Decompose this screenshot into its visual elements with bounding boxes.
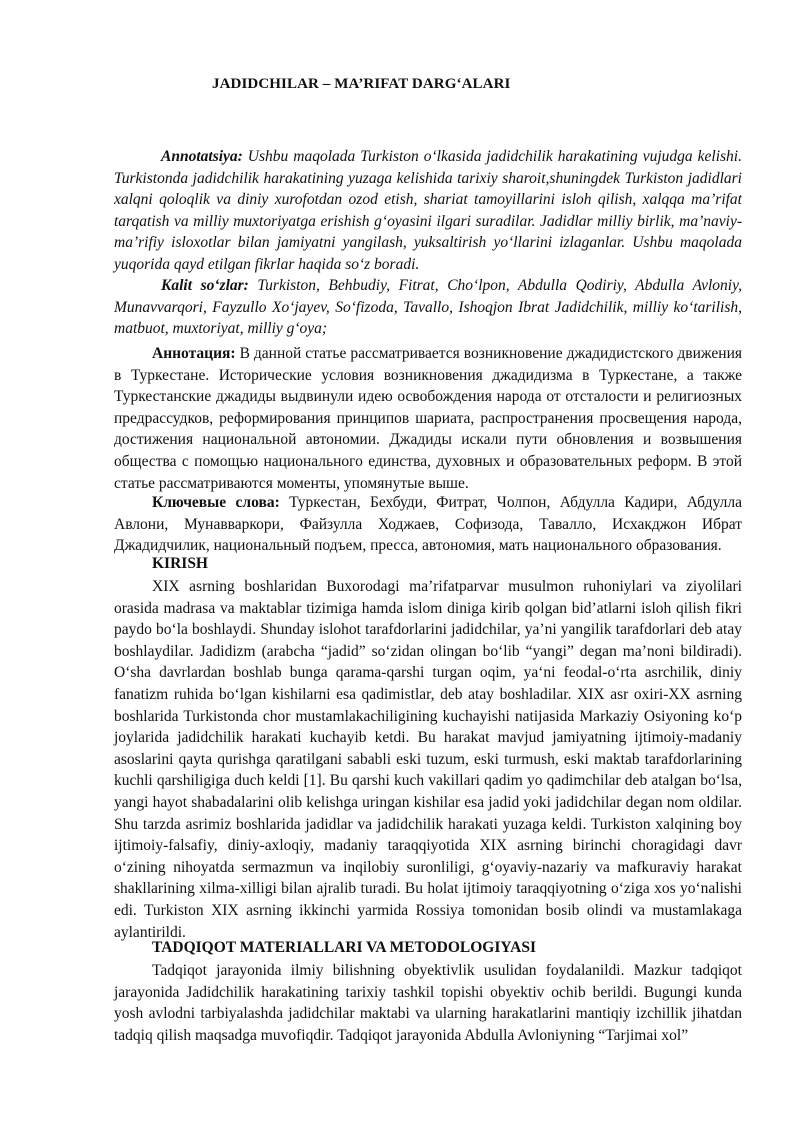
annotation-uz: [114, 146, 742, 276]
keywords-ru-text: Туркестан, Бехбуди, Фитрат, Чолпон, Абдулла Кадири, Абдулла Авлони, Мунавваркори, Файзулла Ходжаев, Софизода, Тавалло, Исхакджон Ибрат Джадидчилик, национальный подъем, пресса, автономия, мать национального образования.: [114, 494, 742, 555]
methods-paragraph: Tadqiqot jarayonida ilmiy bilishning obyektivlik usulidan foydalanildi. Mazkur tadqiqot jarayonida Jadidchilik harakatining tarixiy tashkil topishi obyektiv ochib berildi. Bugungi kunda yosh avlodni tarbiyalashda jadidchilar maktabi va ularning harakatlarini mantiqiy izchillik jihatdan tadqiq qilish maqsadga muvofiqdir. Tadqiqot jarayonida Abdulla Avloniyning “Tarjimai xol”: [114, 962, 742, 1044]
annotation-ru: [114, 343, 742, 494]
intro-paragraph: XIX asrning boshlaridan Buxorodagi ma’rifatparvar musulmon ruhoniylari va ziyolilari orasida madrasa va maktablar tizimiga hamda islom diniga kirib qolgan bid’atlarni isloh qilish fikri paydo bo‘la boshlaydi. Shunday islohot tarafdorlarini jadidchilar, ya’ni yangilik tarafdorlari deb atay boshlaydilar. Jadidizm (arabcha “jadid” so‘zidan olingan bo‘lib “yangi” degan ma’noni bildiradi). O‘sha davrlardan boshlab bunga qarama-qarshi turgan oqim, ya‘ni feodal-o‘rta asrchilik, diniy fanatizm ruhida bo‘lgan kishilarni esa qadimistlar, deb atay boshladilar. XIX asr oxiri-XX asrning boshlarida Turkistonda chor mustamlakachiligining kuchayishi natijasida Markaziy Osiyoning ko‘p joylarida jadidchilik harakati kuchayib ketdi. Bu harakat mavjud jamiyatning ijtimoiy-madaniy asoslarini qayta qurishga qaratilgani sababli eski tuzum, eski turmush, eski maktab tarafdorlarining kuchli qarshiligiga duch keldi [1]. Bu qarshi kuch vakillari qadim yo qadimchilar deb atalgan bo‘lsa, yangi hayot shabadalarini olib kelishga uringan kishilar esa jadid yoki jadidchilar degan nom oldilar. Shu tarzda asrimiz boshlarida jadidlar va jadidchilik harakati yuzaga keldi. Turkiston xalqining boy ijtimoiy-falsafiy, diniy-axloqiy, madaniy taraqqiyotida XIX asrning birinchi choragidagi davr o‘zining nihoyatda sermazmun va inqilobiy suronliligi, g‘oyaviy-nazariy va mafkuraviy harakat shakllarining xilma-xilligi bilan ajralib turadi. Bu holat ijtimoiy taraqqiyotning o‘ziga xos yo‘nalishi edi. Turkiston XIX asrning ikkinchi yarmida Rossiya tomonidan bosib olindi va mustamlakaga aylantirildi.: [114, 578, 742, 941]
annotation-uz-label: Annotatsiya:: [161, 148, 243, 165]
keywords-uz-label: Kalit so‘zlar:: [161, 277, 249, 294]
section-heading-methods: TADQIQOT MATERIALLARI VA METODOLOGIYASI: [152, 939, 537, 956]
annotation-uz-text: Ushbu maqolada Turkiston o‘lkasida jadidchilik harakatining vujudga kelishi. Turkistonda jadidchilik harakatining yuzaga kelishida tarixiy sharoit,shuningdek Turkiston jadidlari xalqni qoloqlik va diniy xurofotdan ozod etish, shariat tamoyillarini isloh qilish, xalqqa ma’rifat tarqatish va milliy muxtoriyatga erishish g‘oyasini ilgari suradilar. Jadidlar milliy birlik, ma’naviy-ma’rifiy isloxotlar bilan jamiyatni yangilash, yuksaltirish yo‘llarini izlaganlar. Ushbu maqolada yuqorida qayd etilgan fikrlar haqida so‘z boradi.: [114, 148, 742, 273]
keywords-ru: [114, 492, 742, 557]
keywords-uz: [114, 275, 742, 340]
keywords-ru-label: Ключевые слова:: [152, 494, 280, 511]
annotation-ru-label: Аннотация:: [152, 345, 236, 362]
section-heading-intro: KIRISH: [152, 555, 208, 572]
keywords-uz-text: Turkiston, Behbudiy, Fitrat, Cho‘lpon, Abdulla Qodiriy, Abdulla Avloniy, Munavvarqori, Fayzullo Xo‘jayev, So‘fizoda, Tavallo, Ishoqjon Ibrat Jadidchilik, milliy ko‘tarilish, matbuot, muxtoriyat, milliy g‘oya;: [114, 277, 743, 338]
annotation-ru-text: В данной статье рассматривается возникновение джадидистского движения в Туркестане. Исторические условия возникновения джадидизма в Туркестане, а также Туркестанские джадиды выдвинули идею освобождения народа от отсталости и религиозных предрассудков, реформирования принципов шариата, распространения просвещения народа, достижения национальной автономии. Джадиды искали пути обновления и возвышения общества с помощью национального единства, духовных и образовательных реформ. В этой статье рассматриваются моменты, упомянутые выше.: [114, 345, 742, 492]
article-title: JADIDCHILAR – MA’RIFAT DARG‘ALARI: [212, 76, 511, 92]
